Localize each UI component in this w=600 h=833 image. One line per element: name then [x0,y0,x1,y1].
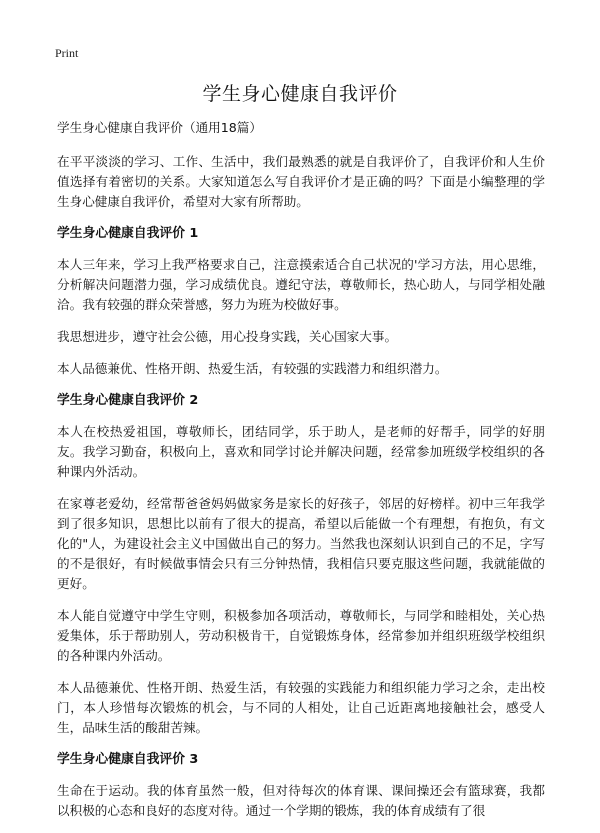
section-2-paragraph: 本人品德兼优、性格开朗、热爱生活，有较强的实践能力和组织能力学习之余，走出校门，本人珍惜每次锻炼的机会，与不同的人相处，让自己近距离地接触社会，感受人生，品味生活的酸甜苦辣。 [57,680,545,735]
section-1-paragraph: 本人三年来，学习上我严格要求自己，注意摸索适合自己状况的'学习方法，用心思维，分析解决问题潜力强，学习成绩优良。遵纪守法，尊敬师长，热心助人，与同学相处融洽。我有较强的群众荣誉感，努力为班为校做好事。 [57,257,545,312]
article-body [57,118,545,833]
section-2-paragraph: 本人在校热爱祖国，尊敬师长，团结同学，乐于助人，是老师的好帮手，同学的好朋友。我学习勤奋，积极向上，喜欢和同学讨论并解决问题，经常参加班级学校组织的各种课内外活动。 [57,424,545,479]
section-3-paragraph: 生命在于运动。我的体育虽然一般，但对待每次的体育课、课间操还会有篮球赛，我都以积极的心态和良好的态度对待。通过一个学期的锻炼，我的体育成绩有了很 [57,783,545,818]
article-subtitle: 学生身心健康自我评价（通用18篇） [57,120,262,135]
section-heading-2: 学生身心健康自我评价 2 [57,393,199,408]
print-link[interactable]: Print [55,46,79,60]
section-1-paragraph: 我思想进步，遵守社会公德，用心投身实践，关心国家大事。 [57,329,398,344]
section-heading-1: 学生身心健康自我评价 1 [57,226,199,241]
section-heading-3: 学生身心健康自我评价 3 [57,752,199,767]
section-2-paragraph: 在家尊老爱幼，经常帮爸爸妈妈做家务是家长的好孩子，邻居的好榜样。初中三年我学到了很多知识，思想比以前有了很大的提高，希望以后能做一个有理想，有抱负，有文化的"人，为建设社会主义中国做出自己的努力。当然我也深刻认识到自己的不足，字写的不是很好，有时候做事情会只有三分钟热情，我相信只要克服这些问题，我就能做的更好。 [57,496,545,591]
intro-paragraph: 在平平淡淡的学习、工作、生活中，我们最熟悉的就是自我评价了，自我评价和人生价值选择有着密切的关系。大家知道怎么写自我评价才是正确的吗？下面是小编整理的学生身心健康自我评价，希望对大家有所帮助。 [57,154,545,209]
section-1-paragraph: 本人品德兼优、性格开朗、热爱生活，有较强的实践潜力和组织潜力。 [57,361,448,376]
page-title: 学生身心健康自我评价 [202,83,398,105]
section-2-paragraph: 本人能自觉遵守中学生守则，积极参加各项活动，尊敬师长，与同学和睦相处，关心热爱集体，乐于帮助别人，劳动积极肯干，自觉锻炼身体，经常参加并组织班级学校组织的各种课内外活动。 [57,608,545,663]
